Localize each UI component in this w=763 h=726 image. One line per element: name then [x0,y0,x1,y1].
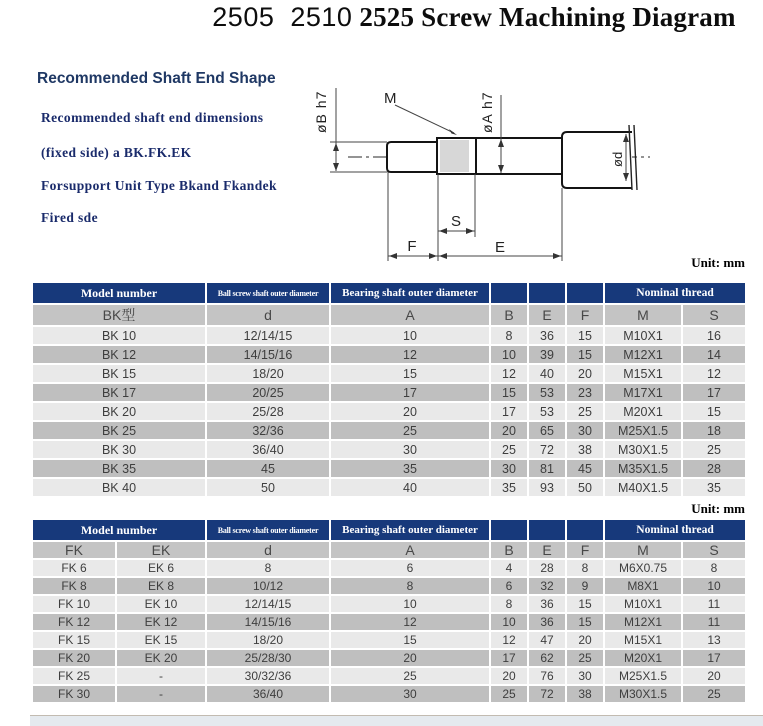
table-cell: 53 [529,384,567,403]
table-cell: M40X1.5 [605,479,683,498]
table-cell: 25 [683,441,745,460]
table-cell: 17 [331,384,491,403]
table-row [33,596,745,614]
table-cell: BK 20 [33,403,207,422]
table-row [33,384,745,403]
table-cell: 20 [683,668,745,686]
header-ball-screw: Ball screw shaft outer diameter [207,283,331,305]
table-cell: 16 [683,327,745,346]
section-heading: Recommended Shaft End Shape [37,70,276,87]
fk-ek-dimension-table [33,520,745,704]
table-cell: 12 [331,346,491,365]
unit-note: Unit: mm [691,255,745,270]
label-f-dim: F [407,238,417,255]
table-row [33,403,745,422]
table-cell: 35 [491,479,529,498]
subheader-cell: S [683,542,745,560]
left-panel-line: Recommended shaft end dimensions [41,110,264,125]
table-cell: 8 [683,560,745,578]
table-cell: 10 [331,327,491,346]
table-row [33,365,745,384]
table-cell: 45 [207,460,331,479]
table-cell: EK 8 [117,578,207,596]
table-cell: 8 [491,596,529,614]
table-cell: 8 [491,327,529,346]
table-cell: M15X1 [605,365,683,384]
table-cell: 8 [207,560,331,578]
table-cell: BK 10 [33,327,207,346]
subheader-cell: A [331,305,491,327]
table-cell: FK 8 [33,578,117,596]
subheader-cell: B [491,305,529,327]
table-cell: 25 [491,686,529,704]
table-cell: M10X1 [605,596,683,614]
table-cell: M20X1 [605,403,683,422]
table-cell: 25 [567,650,605,668]
table-cell: 14/15/16 [207,346,331,365]
table-cell: M17X1 [605,384,683,403]
table-cell: 13 [683,632,745,650]
table-cell: 10 [683,578,745,596]
table-cell: 47 [529,632,567,650]
label-s-dim: S [450,213,462,230]
table-cell: 18/20 [207,632,331,650]
table-cell: 30 [491,460,529,479]
table-cell: 10 [491,346,529,365]
table-cell: M10X1 [605,327,683,346]
table-cell: 72 [529,441,567,460]
shaft-end-diagram [300,55,763,270]
table-cell: FK 10 [33,596,117,614]
table-cell: 25 [331,422,491,441]
table-cell: 12 [683,365,745,384]
table-cell: 15 [331,365,491,384]
table-cell: 36/40 [207,686,331,704]
table-cell: 36 [529,327,567,346]
table-cell: 32/36 [207,422,331,441]
bk-dimension-table [33,283,745,498]
table-row [33,441,745,460]
table-cell: 30/32/36 [207,668,331,686]
header-empty-cell [567,520,605,542]
subheader-cell: EK [117,542,207,560]
table-cell: 72 [529,686,567,704]
subheader-cell: d [207,305,331,327]
table-row [33,560,745,578]
table-cell: 12/14/15 [207,596,331,614]
table-cell: M15X1 [605,632,683,650]
table-cell: EK 20 [117,650,207,668]
table-cell: 12 [491,632,529,650]
subheader-cell: F [567,542,605,560]
subheader-cell: M [605,542,683,560]
table-cell: 20 [567,632,605,650]
header-empty-cell [529,520,567,542]
table-cell: 20 [567,365,605,384]
table-cell: M35X1.5 [605,460,683,479]
table-cell: 20 [491,422,529,441]
table-row [33,650,745,668]
table-cell: 15 [683,403,745,422]
table-cell: 15 [567,614,605,632]
table-cell: 25 [331,668,491,686]
title-main-text: 2525 Screw Machining Diagram [352,2,736,32]
table-cell: 10/12 [207,578,331,596]
table-cell: 12 [491,365,529,384]
table-cell: 17 [491,650,529,668]
subheader-cell: E [529,542,567,560]
header-bearing-shaft: Bearing shaft outer diameter [331,283,491,305]
table-cell: 20 [491,668,529,686]
table-row [33,422,745,441]
table-cell: 28 [683,460,745,479]
table-cell: 15 [567,346,605,365]
table-cell: 17 [683,384,745,403]
table-cell: 65 [529,422,567,441]
left-panel-line: Fired sde [41,210,98,225]
table-cell: 14 [683,346,745,365]
table-cell: 39 [529,346,567,365]
subheader-cell: FK [33,542,117,560]
table-cell: BK 25 [33,422,207,441]
table-cell: 50 [207,479,331,498]
table-cell: BK 30 [33,441,207,460]
table-cell: 25/28/30 [207,650,331,668]
table-cell: FK 15 [33,632,117,650]
table-row [33,632,745,650]
subheader-cell: M [605,305,683,327]
table-row [33,614,745,632]
table-row [33,479,745,498]
table-cell: 6 [331,560,491,578]
table-cell: 11 [683,596,745,614]
table-cell: 15 [491,384,529,403]
table-row [33,668,745,686]
table-cell: BK 40 [33,479,207,498]
table-cell: 25 [491,441,529,460]
subheader-cell: E [529,305,567,327]
table-cell: 53 [529,403,567,422]
table-cell: EK 6 [117,560,207,578]
table-cell: 35 [331,460,491,479]
header-empty-cell [567,283,605,305]
table-cell: 8 [331,578,491,596]
table-cell: 25 [567,403,605,422]
subheader-cell: d [207,542,331,560]
table-cell: M12X1 [605,346,683,365]
table-cell: M25X1.5 [605,668,683,686]
table-cell: M30X1.5 [605,686,683,704]
table-cell: 81 [529,460,567,479]
table-row [33,460,745,479]
table-cell: 30 [331,441,491,460]
table-cell: 38 [567,686,605,704]
table-cell: 4 [491,560,529,578]
left-panel-line: Forsupport Unit Type Bkand Fkandek [41,178,277,193]
table-cell: M30X1.5 [605,441,683,460]
table-cell: 36 [529,614,567,632]
table-cell: 8 [567,560,605,578]
header-nominal-thread: Nominal thread [605,283,745,305]
table-cell: 36 [529,596,567,614]
table-cell: 38 [567,441,605,460]
table-cell: 30 [331,686,491,704]
label-dia-b: øB h7 [313,90,329,133]
table-cell: 25/28 [207,403,331,422]
subheader-cell: S [683,305,745,327]
table-subheader-row [33,542,745,560]
table-cell: BK 12 [33,346,207,365]
table-cell: 28 [529,560,567,578]
header-empty-cell [529,283,567,305]
table-cell: 40 [331,479,491,498]
table-cell: 12/14/15 [207,327,331,346]
table-cell: FK 30 [33,686,117,704]
table-cell: FK 6 [33,560,117,578]
table-cell: 93 [529,479,567,498]
table-cell: 10 [331,596,491,614]
table-cell: EK 12 [117,614,207,632]
table-cell: 14/15/16 [207,614,331,632]
header-ball-screw: Ball screw shaft outer diameter [207,520,331,542]
table-cell: 35 [683,479,745,498]
label-thread-m: M [384,90,397,107]
subheader-cell: B [491,542,529,560]
table-cell: 9 [567,578,605,596]
table-cell: M20X1 [605,650,683,668]
table-subheader-row [33,305,745,327]
header-empty-cell [491,283,529,305]
table-cell: 20 [331,403,491,422]
table-header-row [33,520,745,542]
table-header-row [33,283,745,305]
table-cell: 18/20 [207,365,331,384]
table-cell: EK 15 [117,632,207,650]
table-row [33,346,745,365]
table-cell: 23 [567,384,605,403]
unit-note: Unit: mm [691,501,745,516]
shaft-outline [387,138,562,174]
table-cell: BK 35 [33,460,207,479]
table-row [33,578,745,596]
table-cell: 36/40 [207,441,331,460]
left-panel-line: (fixed side) a BK.FK.EK [41,145,192,160]
table-cell: 15 [331,632,491,650]
table-cell: 12 [331,614,491,632]
table-cell: 11 [683,614,745,632]
header-model-number: Model number [33,283,207,305]
table-cell: 62 [529,650,567,668]
table-cell: 18 [683,422,745,441]
table-cell: FK 12 [33,614,117,632]
table-cell: 30 [567,422,605,441]
table-cell: 20/25 [207,384,331,403]
header-nominal-thread: Nominal thread [605,520,745,542]
table-cell: - [117,668,207,686]
table-cell: 32 [529,578,567,596]
header-bearing-shaft: Bearing shaft outer diameter [331,520,491,542]
table-row [33,686,745,704]
subheader-cell: A [331,542,491,560]
table-cell: 45 [567,460,605,479]
table-cell: 17 [491,403,529,422]
title-model-numbers: 2505 2510 [212,2,353,32]
table-cell: M12X1 [605,614,683,632]
table-cell: FK 20 [33,650,117,668]
table-cell: EK 10 [117,596,207,614]
table-cell: BK 15 [33,365,207,384]
table-cell: - [117,686,207,704]
table-cell: 40 [529,365,567,384]
table-cell: FK 25 [33,668,117,686]
table-row [33,327,745,346]
label-e-dim: E [494,239,506,256]
table-cell: BK 17 [33,384,207,403]
table-cell: 50 [567,479,605,498]
table-cell: 15 [567,596,605,614]
subheader-cell: BK型 [33,305,207,327]
subheader-cell: F [567,305,605,327]
table-cell: M8X1 [605,578,683,596]
partial-next-section-strip [30,715,763,726]
header-model-number: Model number [33,520,207,542]
label-dia-d: ød [610,151,625,167]
table-cell: 10 [491,614,529,632]
table-cell: 6 [491,578,529,596]
table-cell: 30 [567,668,605,686]
table-cell: 15 [567,327,605,346]
header-empty-cell [491,520,529,542]
thread-shading [440,140,469,172]
table-cell: 17 [683,650,745,668]
table-cell: M25X1.5 [605,422,683,441]
table-cell: M6X0.75 [605,560,683,578]
table-cell: 25 [683,686,745,704]
page-title [0,2,763,33]
table-cell: 20 [331,650,491,668]
table-cell: 76 [529,668,567,686]
label-dia-a: øA h7 [479,91,495,133]
